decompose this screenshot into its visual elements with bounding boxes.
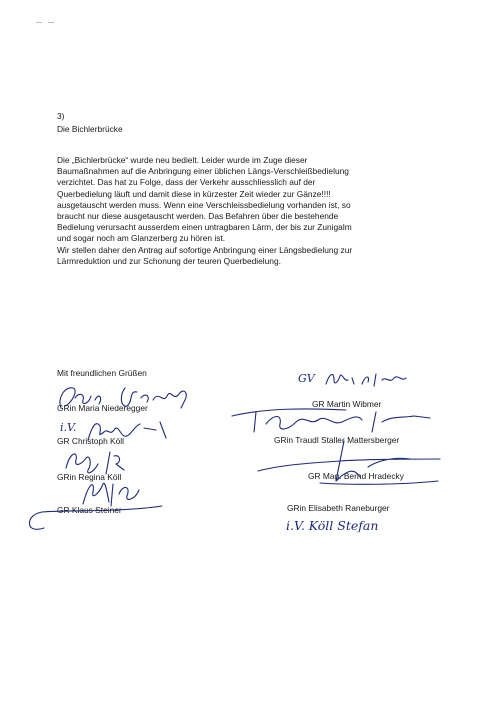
body-line: und sogar noch am Glanzerberg zu hören ist.: [57, 233, 226, 244]
signature-staller-mattersberger: [226, 402, 436, 440]
signatory-name: GRin Maria Niederegger: [57, 403, 148, 413]
signatory-name: GRin Regina Köll: [57, 472, 122, 482]
signatory-name: GRin Elisabeth Raneburger: [287, 503, 390, 513]
signatory-name: GR Christoph Köll: [57, 436, 125, 446]
handwritten-iv-signature: i.V. Köll Stefan: [286, 518, 379, 533]
body-line: Baumaßnahmen auf die Anbringung einer üblichen Längs-Verschleißbedielung: [57, 166, 349, 177]
body-line: Wir stellen daher den Antrag auf sofortige Anbringung einer Längsbedielung zur: [57, 244, 353, 255]
signature-koell-christoph: [60, 416, 175, 446]
closing-greeting: Mit freundlichen Grüßen: [57, 368, 147, 378]
signatory-name: GR Klaus Steiner: [57, 505, 122, 515]
handwritten-gv-note: GV: [298, 372, 315, 385]
section-number: 3): [57, 111, 65, 121]
body-line: Querbedielung läuft und damit diese in kürzester Zeit wieder zur Gänze!!!!: [57, 188, 331, 199]
signature-wibmer: [322, 368, 412, 390]
section-title: Die Bichlerbrücke: [57, 124, 123, 134]
body-line: Lärmreduktion und zur Schonung der teuren Querbedielung.: [57, 255, 281, 266]
signature-flourish: [22, 496, 167, 532]
body-line: Die „Bichlerbrücke“ wurde neu bedielt. Leider wurde im Zuge dieser: [57, 155, 308, 165]
scan-mark: [48, 22, 54, 23]
signature-niederegger: [55, 378, 200, 418]
body-paragraph: [57, 155, 477, 267]
body-line: braucht nur diese ausgetauscht werden. Das Befahren über die bestehende: [57, 211, 339, 222]
scan-mark: [36, 22, 42, 23]
signatory-name: GR Martin Wibmer: [312, 399, 382, 409]
body-line: verzichtet. Das hat zu Folge, dass der Verkehr ausschliesslich auf der: [57, 177, 316, 188]
signature-hradecky: [250, 437, 450, 489]
signatory-name: GRin Traudl Staller Mattersberger: [274, 435, 400, 445]
handwritten-iv-note: i.V.: [60, 421, 77, 434]
signatory-name: GR Mag. Bernd Hradecky: [308, 471, 404, 481]
body-line: ausgetauscht werden muss. Wenn eine Verschleissbedielung vorhanden ist, so: [57, 199, 351, 210]
body-line: Bedielung verursacht ausserdem einen untragbaren Lärm, der bis zur Zunigalm: [57, 222, 352, 233]
